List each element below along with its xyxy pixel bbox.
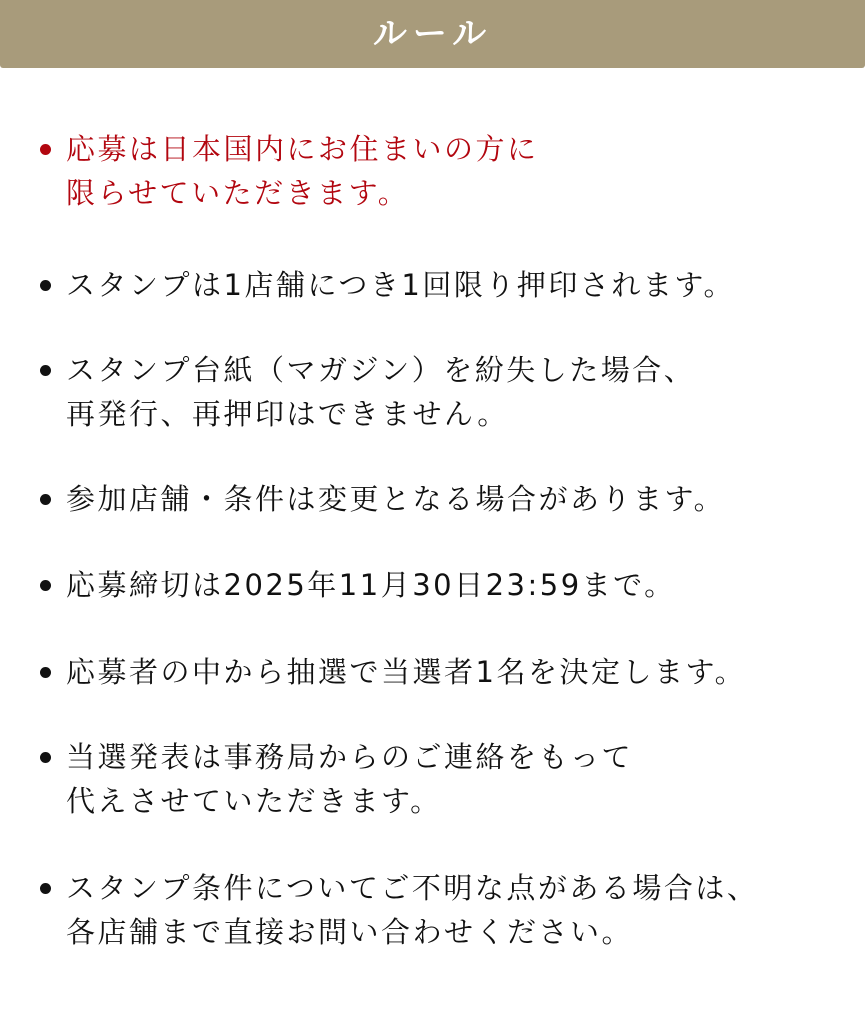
- rule-text: 応募は日本国内にお住まいの方に: [66, 132, 539, 166]
- rule-item-announcement: [40, 735, 633, 823]
- rule-text: スタンプ台紙（マガジン）を紛失した場合、: [66, 353, 696, 387]
- rule-item-changes: [40, 477, 725, 521]
- rules-title: ルール: [372, 14, 493, 54]
- rule-text: 再発行、再押印はできません。: [66, 397, 509, 431]
- rule-text: 代えさせていただきます。: [66, 784, 442, 818]
- rule-item-inquiries: [40, 866, 758, 954]
- rule-text: 参加店舗・条件は変更となる場合があります。: [66, 482, 726, 516]
- bullet-icon: [40, 280, 51, 291]
- bullet-icon: [40, 883, 51, 894]
- rule-item-residence: [40, 127, 539, 215]
- rule-text: 応募者の中から抽選で当選者1名を決定します。: [66, 655, 747, 689]
- rule-text: 各店舗まで直接お問い合わせください。: [66, 915, 634, 949]
- bullet-icon: [40, 752, 51, 763]
- bullet-icon: [40, 365, 51, 376]
- rule-item-deadline: [40, 563, 676, 607]
- bullet-icon: [40, 580, 51, 591]
- rule-text: 応募締切は2025年11月30日23:59まで。: [66, 568, 676, 602]
- rule-item-lottery: [40, 650, 746, 694]
- bullet-icon: [40, 667, 51, 678]
- rule-text: スタンプ条件についてご不明な点がある場合は、: [66, 871, 759, 905]
- bullet-icon: [40, 144, 51, 155]
- rule-item-stamp-limit: [40, 263, 735, 307]
- rule-text: 当選発表は事務局からのご連絡をもって: [66, 740, 634, 774]
- bullet-icon: [40, 494, 51, 505]
- rule-item-lost-card: [40, 348, 695, 436]
- rules-header: [0, 0, 865, 68]
- rule-text: スタンプは1店舗につき1回限り押印されます。: [66, 268, 736, 302]
- rule-text: 限らせていただきます。: [66, 176, 410, 210]
